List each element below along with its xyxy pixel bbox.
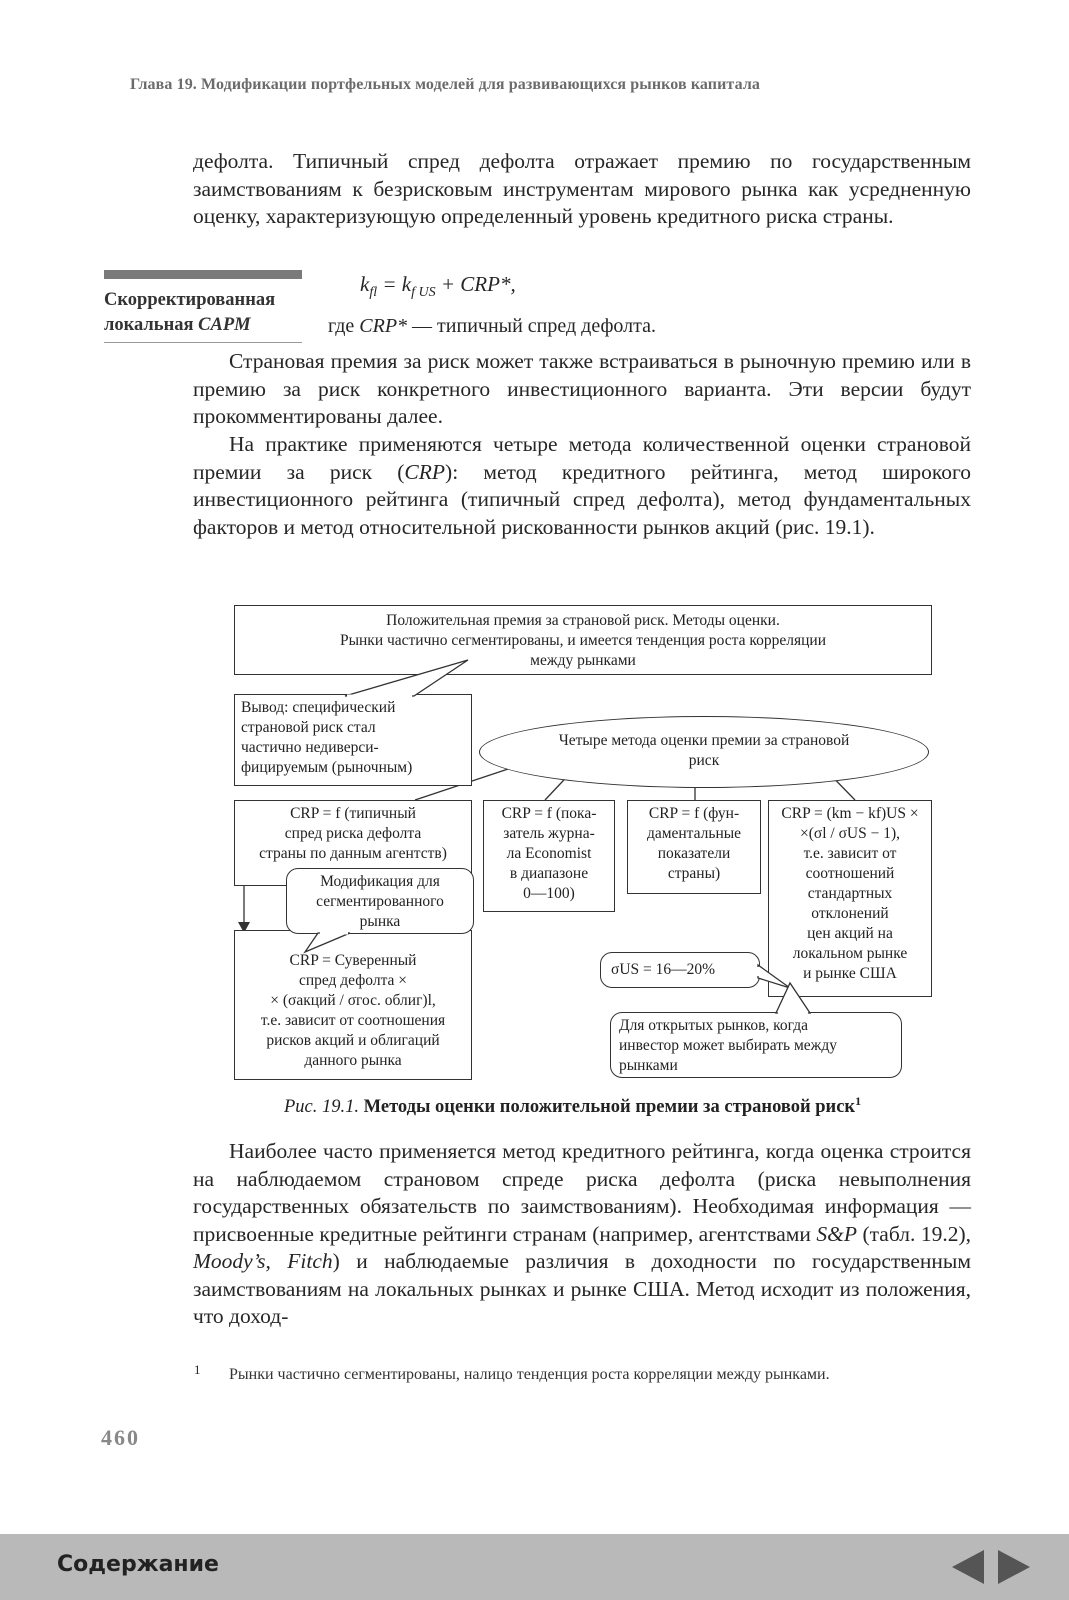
diagram-top-box: Положительная премия за страновой риск. Методы оценки. Рынки частично сегментированы, и имеется тенденция роста корреляции между рынками	[234, 605, 932, 675]
body-paragraph: дефолта. Типичный спред дефолта отражает премию по государственным заимствованиям к безрисковым инструментам мирового рынка как усредненную оценку, характеризующую определенный уровень кредитного риска страны.	[193, 149, 971, 228]
modification-callout: Модификация для сегментированного рынка	[286, 868, 474, 934]
page-number: 460	[101, 1425, 140, 1450]
body-paragraph: На практике применяются четыре метода количественной оценки страновой премии за риск (CRP): метод кредитного рейтинга, метод широкого инвестиционного рейтинга (типичный спред дефолта), метод фундаментальных факторов и метод относительной рискованности рынков акций (рис. 19.1).	[193, 432, 971, 539]
contents-link[interactable]: Содержание	[57, 1552, 219, 1577]
footnote-mark: 1	[194, 1362, 201, 1377]
method-economist: CRP = f (пока- затель журна- ла Economist в диапазоне 0—100)	[483, 800, 615, 912]
sidebar-heading: Скорректированная локальная CAPM	[104, 290, 276, 335]
conclusion-callout: Вывод: специфический страновой риск стал частично недиверси- фицируемым (рыночным)	[234, 694, 472, 786]
body-paragraph: Наиболее часто применяется метод кредитного рейтинга, когда оценка строится на наблюдаемом страновом спреде риска дефолта (риска невыполнения государственных обязательств по заимствованиям). Необходимая информация — присвоенные кредитные рейтинги странам (например, агентствами S&P (табл. 19.2), Moody’s, Fitch) и наблюдаемые различия в доходности по государственным заимствованиям на локальных рынках и рынке США. Метод исходит из положения, что доход-	[193, 1139, 971, 1328]
running-header: Глава 19. Модификации портфельных моделей для развивающихся рынков капитала	[130, 76, 760, 93]
footnote: Рынки частично сегментированы, налицо тенденция роста корреляции между рынками.	[229, 1366, 830, 1383]
triangle-left-icon[interactable]	[952, 1550, 984, 1584]
formula: $k_{fl} = k_{f US} + CRP*$,	[360, 272, 516, 301]
formula-note: где CRP* — типичный спред дефолта.	[328, 315, 657, 337]
open-markets-callout: Для открытых рынков, когда инвестор может выбирать между рынками	[610, 1012, 902, 1078]
method-relative-risk: CRP = (km − kf)US × ×(σl / σUS − 1), т.е. зависит от соотношений стандартных отклонений цен акций на локальном рынке и рынке США	[768, 800, 932, 997]
sigma-us-note: σUS = 16—20%	[600, 952, 760, 988]
four-methods-ellipse: Четыре метода оценки премии за страновой риск	[479, 716, 929, 788]
triangle-right-icon[interactable]	[998, 1550, 1030, 1584]
body-paragraph: Страновая премия за риск может также встраиваться в рыночную премию или в премию за риск конкретного инвестиционного варианта. Эти версии будут прокомментированы далее.	[193, 349, 971, 428]
method-credit-rating: CRP = f (типичный спред риска дефолта страны по данным агентств)	[234, 800, 472, 886]
method-fundamental: CRP = f (фун- даментальные показатели страны)	[627, 800, 761, 894]
sovereign-spread-box: CRP = Суверенный спред дефолта × × (σакций / σгос. облиг)l, т.е. зависит от соотношения рисков акций и облигаций данного рынка	[234, 930, 472, 1080]
figure-caption: Рис. 19.1. Методы оценки положительной премии за страновой риск$^1$	[284, 1094, 862, 1118]
